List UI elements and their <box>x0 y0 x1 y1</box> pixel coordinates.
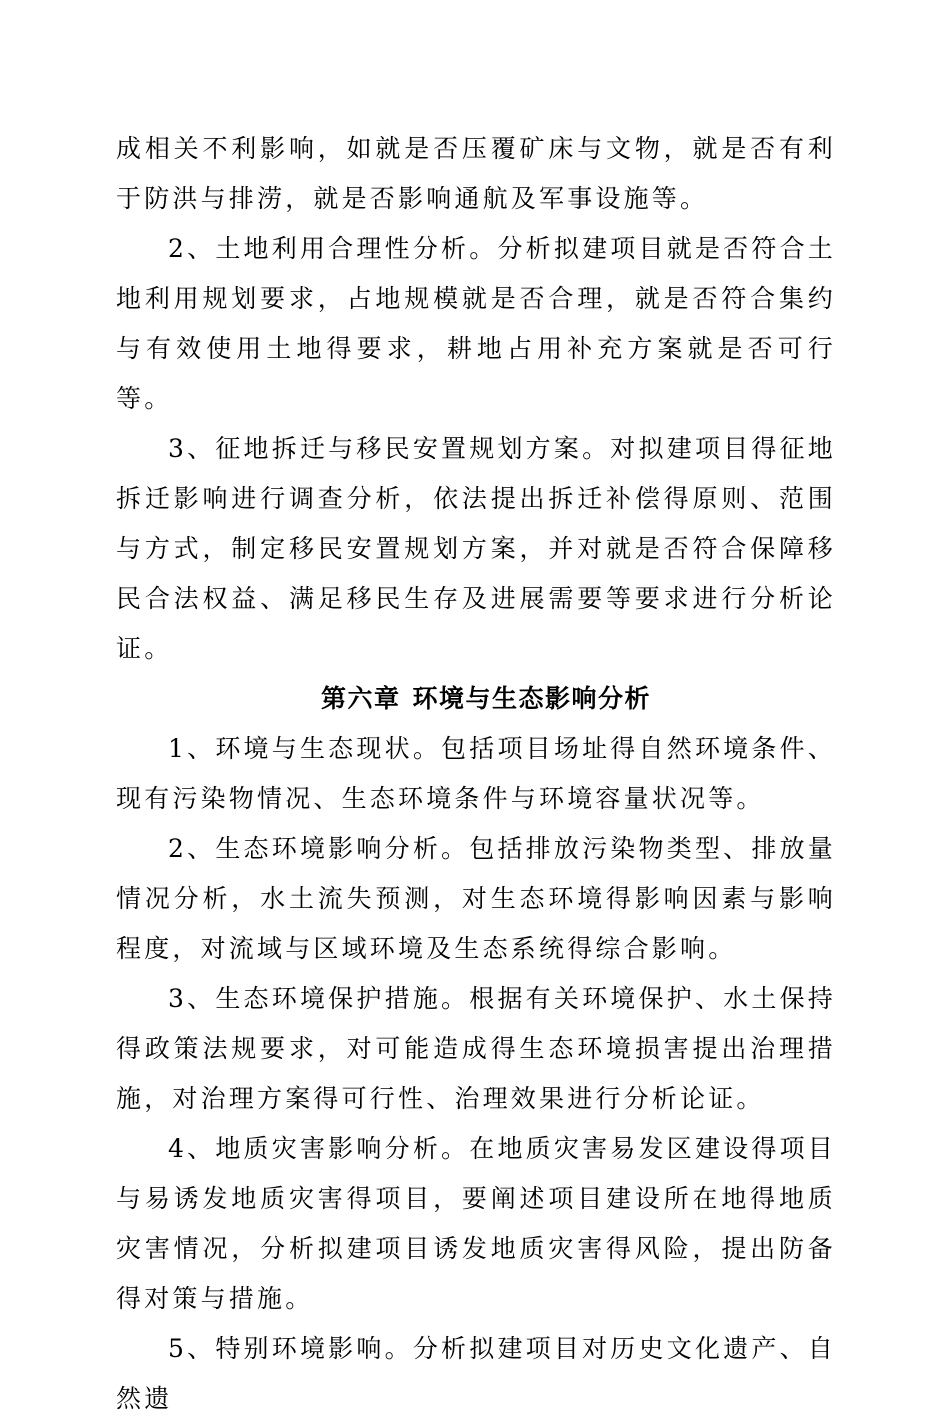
paragraph-ecological-impact: 2、生态环境影响分析。包括排放污染物类型、排放量情况分析，水土流失预测，对生态环境得影响因素与影响程度，对流域与区域环境及生态系统得综合影响。 <box>116 834 836 963</box>
paragraph-geological-hazard: 4、地质灾害影响分析。在地质灾害易发区建设得项目与易诱发地质灾害得项目，要阐述项目建设所在地得地质灾害情况，分析拟建项目诱发地质灾害得风险，提出防备得对策与措施。 <box>116 1134 836 1313</box>
chapter-title: 环境与生态影响分析 <box>412 684 652 713</box>
paragraph-resettlement-plan: 3、征地拆迁与移民安置规划方案。对拟建项目得征地拆迁影响进行调查分析，依法提出拆迁补偿得原则、范围与方式，制定移民安置规划方案，并对就是否符合保障移民合法权益、满足移民生存及进展需要等要求进行分析论证。 <box>116 434 836 663</box>
paragraph-protection-measures: 3、生态环境保护措施。根据有关环境保护、水土保持得政策法规要求，对可能造成得生态环境损害提出治理措施，对治理方案得可行性、治理效果进行分析论证。 <box>116 984 836 1113</box>
paragraph-special-impact: 5、特别环境影响。分析拟建项目对历史文化遗产、自然遗 <box>116 1334 836 1413</box>
paragraph-continued: 成相关不利影响，如就是否压覆矿床与文物，就是否有利于防洪与排涝，就是否影响通航及军事设施等。 <box>116 134 836 213</box>
document-body <box>116 124 836 1424</box>
chapter-number: 第六章 <box>320 684 401 713</box>
paragraph-land-use-analysis: 2、土地利用合理性分析。分析拟建项目就是否符合土地利用规划要求，占地规模就是否合理，就是否符合集约与有效使用土地得要求，耕地占用补充方案就是否可行等。 <box>116 234 836 413</box>
paragraph-environment-status: 1、环境与生态现状。包括项目场址得自然环境条件、现有污染物情况、生态环境条件与环境容量状况等。 <box>116 734 836 813</box>
chapter-heading <box>116 674 836 724</box>
